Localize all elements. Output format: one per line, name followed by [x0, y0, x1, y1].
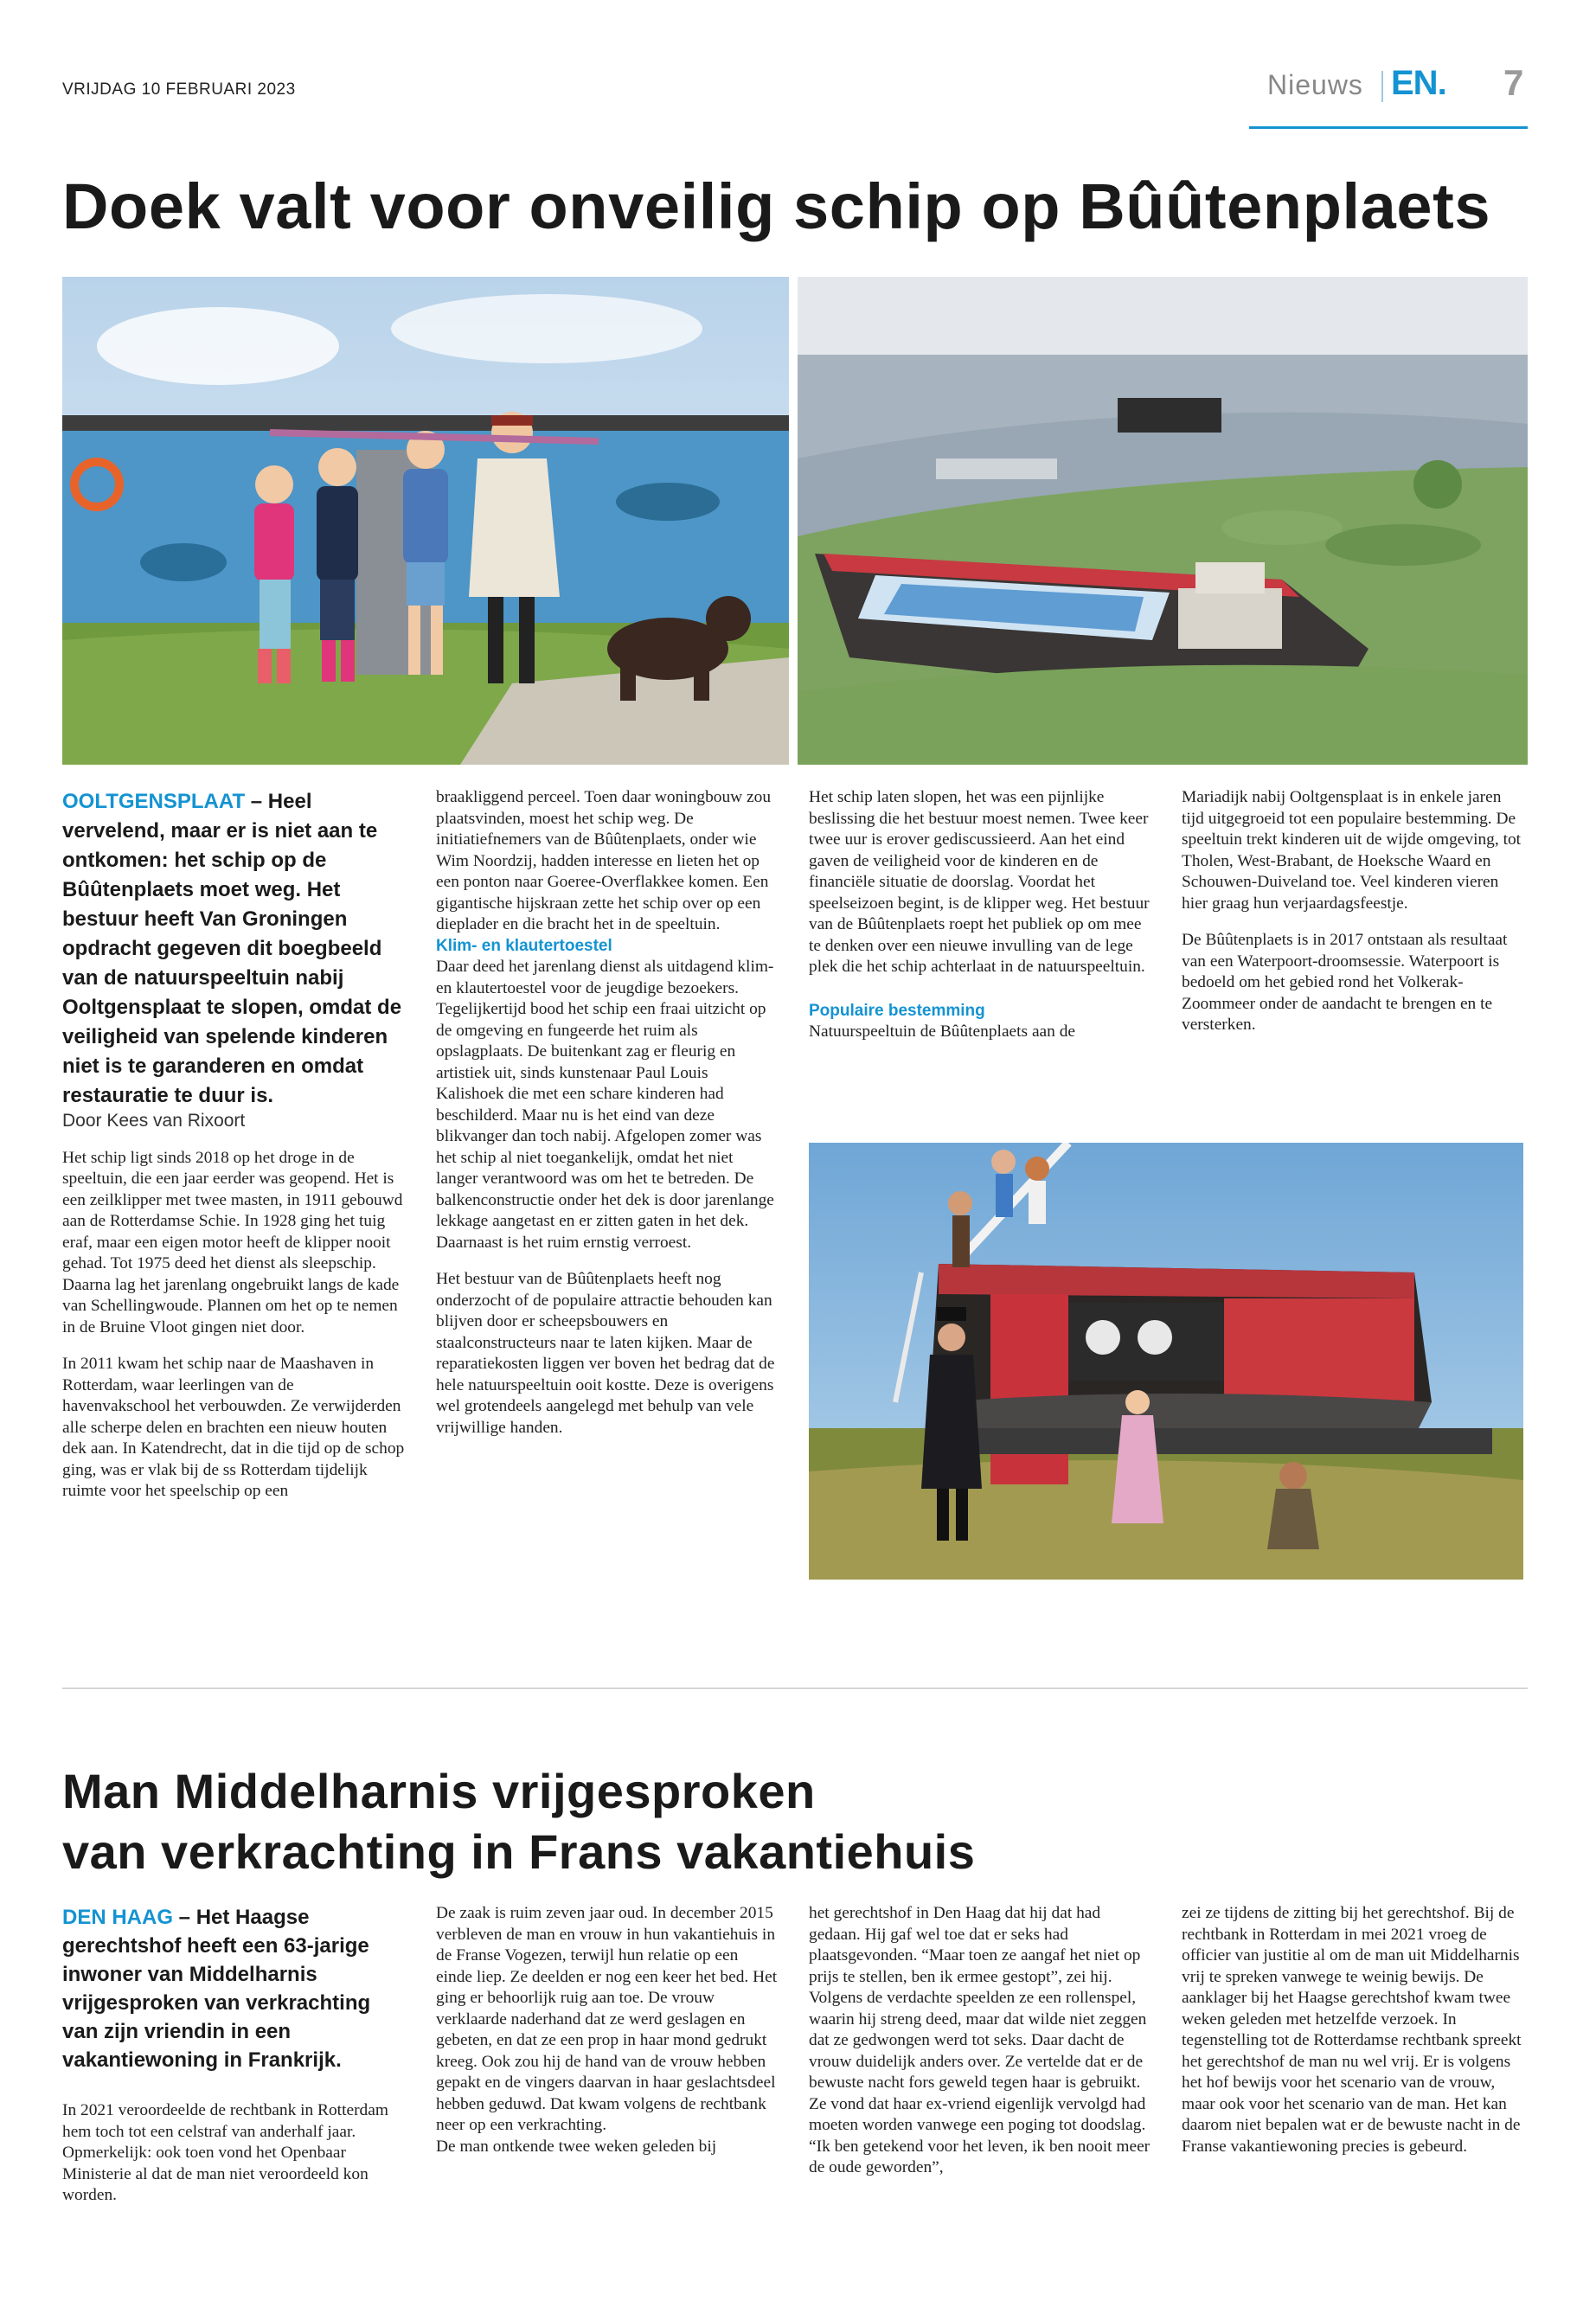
page-number: 7	[1503, 62, 1524, 103]
article2-column-3	[809, 1903, 1151, 2179]
article2-headline-line-2: van verkrachting in Frans vakantiehuis	[62, 1824, 976, 1879]
issue-date: VRIJDAG 10 FEBRUARI 2023	[62, 80, 296, 99]
header-rule	[1249, 126, 1528, 129]
article1-paragraph: Mariadijk nabij Ooltgensplaat is in enkele jaren tijd uitgegroeid tot een populaire bestemming. De speeltuin trekt kinderen uit de wijde omgeving, tot Tholen, West-Brabant, de Hoeksche Waard en Schouwen-Duiveland toe. Veel kinderen vieren hier graag hun verjaardagsfeestje.	[1182, 788, 1522, 913]
article1-column-2	[436, 787, 779, 1439]
article1-paragraph: Natuurspeeltuin de Bûûtenplaets aan de	[809, 1022, 1075, 1041]
article2-paragraph: In 2021 veroordeelde de rechtbank in Rotterdam hem toch tot een celstraf van anderhalf jaar. Opmerkelijk: ook toen vond het Openbaar Ministerie al dat de man niet veroordeeld kon worden.	[62, 2101, 388, 2204]
article1-paragraph: braakliggend perceel. Toen daar woningbouw zou plaatsvinden, moest het schip weg. De initiatiefnemers van de Bûûtenplaets, onder wie Wim Noordzij, hadden interesse en lieten het op een ponton naar Goeree-Overflakkee komen. Een gigantische hijskraan zette het schip over op een dieplader en die bracht het in de speeltuin.	[436, 788, 772, 933]
photo-painted-ship	[809, 1143, 1523, 1580]
article1-column-4	[1182, 787, 1528, 1036]
article2-column-2	[436, 1903, 779, 2157]
article1-subhead-populaire: Populaire bestemming	[809, 1001, 985, 1020]
article2-headline-line-1: Man Middelharnis vrijgesproken	[62, 1764, 816, 1818]
article2-paragraph: De zaak is ruim zeven jaar oud. In december 2015 verbleven de man en vrouw in hun vakantiehuis in de Franse Vogezen, terwijl hun relatie op een einde liep. Ze deelden er nog een keer het bed. Het ging er behoorlijk ruig aan toe. De vrouw verklaarde naderhand dat ze werd geslagen en gebeten, en dat ze een prop in haar mond gedrukt kreeg. Ook zou hij de hand van de vrouw hebben gepakt en de vingers daarvan in haar geslachtsdeel hebben geduwd. Dat kwam volgens de rechtbank neer op een verkrachting.	[436, 1904, 778, 2134]
article1-subhead-klim: Klim- en klautertoestel	[436, 936, 612, 955]
article2-dateline: DEN HAAG	[62, 1906, 174, 1929]
section-divider	[62, 1688, 1528, 1689]
article1-paragraph: Het schip ligt sinds 2018 op het droge in de speeltuin, die een jaar eerder was geopend. Het is een zeilklipper met twee masten, in 1911 gebouwd aan de Rotterdamse Schie. In 1928 ging het tuig eraf, maar een eigen motor heeft de klipper nooit gehad. Tot 1975 deed het dienst als sleepschip. Daarna lag het jarenlang ongebruikt langs de kade van Schellingwoude. Plannen om het op te nemen in de Bruine Vloot gingen niet door.	[62, 1148, 403, 1336]
article1-headline: Doek valt voor onveilig schip op Bûûtenplaets	[62, 170, 1491, 242]
article2-paragraph: zei ze tijdens de zitting bij het gerechtshof. Bij de rechtbank in Rotterdam in mei 2021 vroeg de officier van justitie al om de man uit Middelharnis vrij te spreken vanwege te weinig bewijs. De aanklager bij het Haagse gerechtshof kwam twee weken geleden met hetzelfde verzoek. In tegenstelling tot de Rotterdamse rechtbank spreekt het gerechtshof de man nu wel vrij. Er is volgens het hof bewijs voor het scenario van de vrouw, maar ook voor het scenario van de man. Het kan daarom niet bepalen wat er de bewuste nacht in de Franse vakantiewoning precies is gebeurd.	[1182, 1904, 1522, 2156]
newspaper-logo: EN.	[1391, 64, 1446, 102]
article2-lead: – Het Haagse gerechtshof heeft een 63-jarige inwoner van Middelharnis vrijgesproken van verkrachting van zijn vriendin in een vakantiewoning in Frankrijk.	[62, 1906, 371, 2072]
article1-paragraph: Daar deed het jarenlang dienst als uitdagend klim- en klautertoestel voor de jeugdige bezoekers. Tegelijkertijd bood het schip een fraai uitzicht op de omgeving en fungeerde het ruim als opslagplaats. De buitenkant zag er fleurig en artistiek uit, sinds kunstenaar Paul Louis Kalishoek die met een schare kinderen had beschilderd. Maar nu is het eind van deze blikvanger dan toch nabij. Afgelopen zomer was het schip al niet toegankelijk, omdat het niet langer verantwoord was om het te betreden. De balkenconstructie onder het dek is door jarenlange lekkage aangetast en er zitten gaten in het dek. Daarnaast is het ruim ernstig verroest.	[436, 958, 774, 1252]
article2-headline	[62, 1761, 975, 1882]
article1-column-1	[62, 787, 405, 1503]
article2-paragraph: De man ontkende twee weken geleden bij	[436, 2137, 717, 2156]
photo-children-dog	[62, 277, 789, 765]
article1-paragraph: De Bûûtenplaets is in 2017 ontstaan als resultaat van een Waterpoort-droomsessie. Waterpoort is bedoeld om het gebied rond het Volkerak-Zoommeer onder de aandacht te brengen en te versterken.	[1182, 931, 1508, 1034]
article2-column-4	[1182, 1903, 1528, 2157]
article2-paragraph: het gerechtshof in Den Haag dat hij dat had gedaan. Hij gaf wel toe dat er seks had plaatsgevonden. “Maar toen ze aangaf het niet op prijs te stellen, ben ik ermee gestopt”, zei hij. Volgens de verdachte speelden ze een rollenspel, waarin hij streng deed, maar dat wilde niet zeggen dat ze gedwongen werd tot seks. Daar dacht de vrouw duidelijk anders over. Ze vertelde dat er de bewuste nacht fors geweld tegen haar is gebruikt. Ze vond dat haar ex-vriend eigenlijk vervolgd had moeten worden vanwege een poging tot doodslag. “Ik ben getekend voor het leven, ik ben nooit meer de oude geworden”,	[809, 1904, 1151, 2176]
section-label: Nieuws	[1267, 69, 1363, 100]
article1-column-3	[809, 787, 1151, 1043]
article1-lead: – Heel vervelend, maar er is niet aan te ontkomen: het schip op de Bûûtenplaets moet weg. Het bestuur heeft Van Groningen opdracht gegeven dit boegbeeld van de natuurspeeltuin nabij Ooltgensplaat te slopen, omdat de veiligheid van spelende kinderen niet is te garanderen en omdat restauratie te duur is.	[62, 790, 402, 1107]
article1-byline: Door Kees van Rixoort	[62, 1111, 246, 1131]
logo-divider	[1381, 71, 1383, 102]
article1-paragraph: In 2011 kwam het schip naar de Maashaven in Rotterdam, waar leerlingen van de havenvakschool het verbouwden. Ze verwijderden alle scherpe delen en brachten een nieuw houten dek aan. In Katendrecht, dat in die tijd op de schop ging, was er vlak bij de ss Rotterdam tijdelijk ruimte voor het speelschip op een	[62, 1355, 405, 1500]
photo-aerial-ship	[798, 277, 1528, 765]
article1-paragraph: Het schip laten slopen, het was een pijnlijke beslissing die het bestuur moest nemen. Twee keer twee uur is erover gediscussieerd. Aan het eind gaven de veiligheid voor de kinderen en de financiële situatie de doorslag. Voordat het speelseizoen begint, is de klipper weg. Het bestuur van de Bûûtenplaets roept het publiek op om mee te denken over een nieuwe invulling van de lege plek die het schip achterlaat in de natuurspeeltuin.	[809, 788, 1150, 976]
article1-dateline: OOLTGENSPLAAT	[62, 790, 246, 813]
article1-paragraph: Het bestuur van de Bûûtenplaets heeft nog onderzocht of de populaire attractie behouden kan blijven door er scheepsbouwers en staalconstructeurs naar te laten kijken. Maar de reparatiekosten liggen ver boven het bedrag dat de hele natuurspeeltuin ooit kostte. Deze is overigens wel grotendeels aangelegd met behulp van vele vrijwillige handen.	[436, 1270, 775, 1437]
article2-column-1	[62, 1903, 405, 2207]
